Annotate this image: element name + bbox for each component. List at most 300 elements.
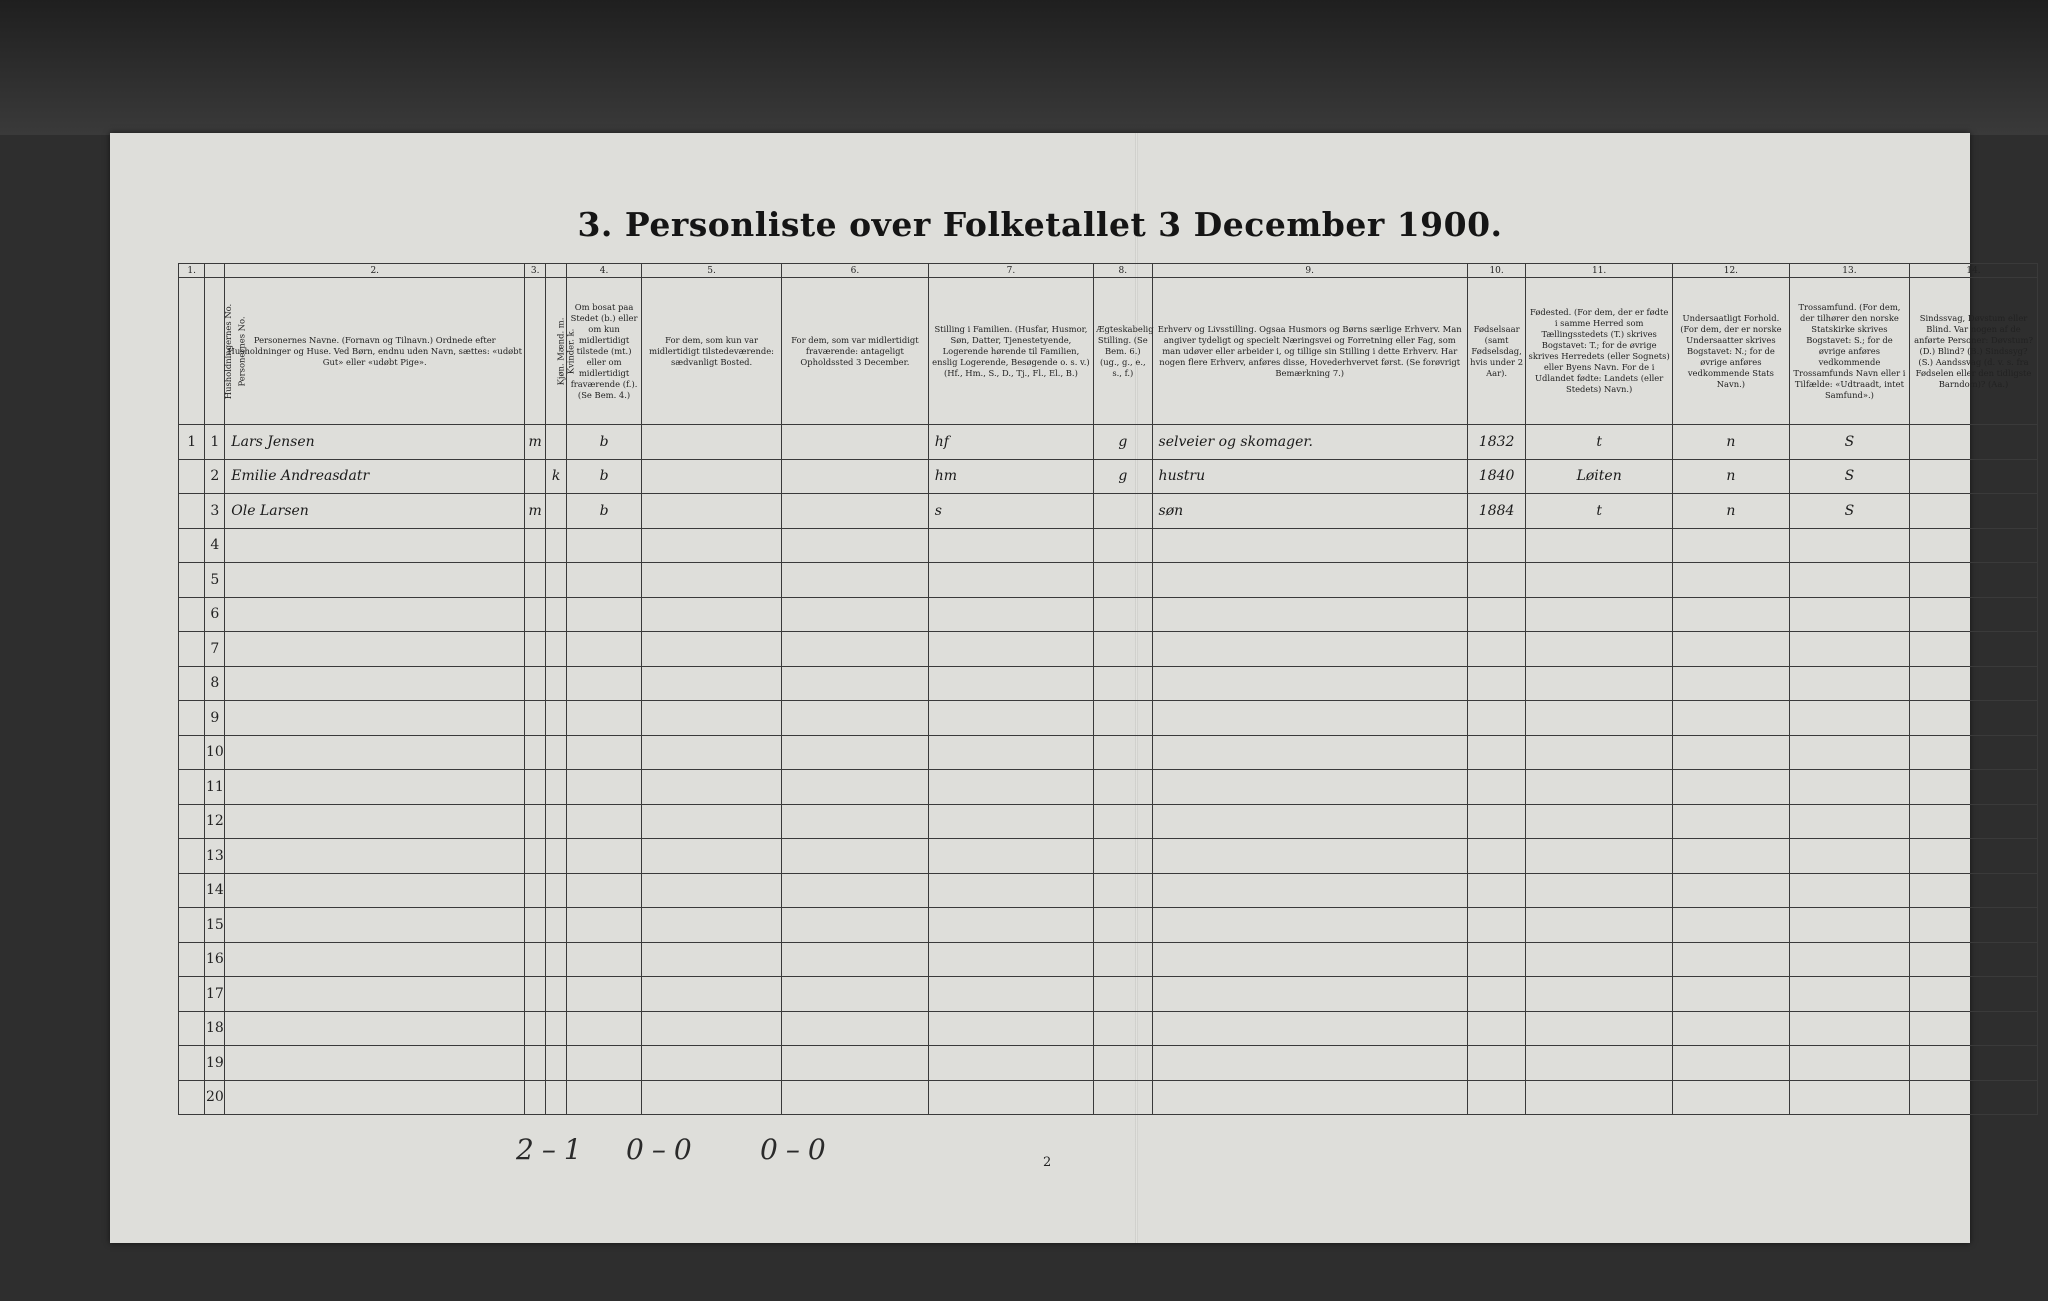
marital-status-cell	[1094, 597, 1152, 632]
sex-female-cell	[546, 632, 567, 667]
household-number-cell	[179, 494, 205, 529]
household-number-cell	[179, 528, 205, 563]
religion-cell: S	[1789, 494, 1909, 529]
nationality-cell	[1672, 977, 1789, 1012]
birthplace-cell	[1526, 632, 1673, 667]
table-row	[179, 839, 2038, 874]
disability-cell	[1910, 701, 2038, 736]
person-number-cell: 1	[205, 425, 225, 460]
usual-residence-cell	[642, 839, 782, 874]
table-row	[179, 873, 2038, 908]
scan-background	[0, 0, 2048, 135]
person-name-cell	[225, 873, 525, 908]
birth-year-cell	[1467, 1011, 1525, 1046]
sex-male-cell	[525, 666, 546, 701]
disability-cell	[1910, 494, 2038, 529]
residence-status-cell	[567, 770, 642, 805]
residence-status-cell	[567, 804, 642, 839]
marital-status-cell	[1094, 735, 1152, 770]
marital-status-cell	[1094, 1080, 1152, 1115]
disability-cell	[1910, 425, 2038, 460]
marital-status-cell	[1094, 563, 1152, 598]
column-header-15: Trossamfund. (For dem, der tilhører den norske Statskirke skrives Bogstavet: S.; for de øvrige anføres vedkommende Trossamfunds Navn eller i Tilfælde: «Udtraadt, intet Samfund».)	[1789, 278, 1909, 425]
household-number-cell	[179, 701, 205, 736]
person-number-cell: 17	[205, 977, 225, 1012]
religion-cell	[1789, 597, 1909, 632]
birth-year-cell	[1467, 666, 1525, 701]
person-number-cell: 2	[205, 459, 225, 494]
temporary-location-cell	[782, 459, 929, 494]
sex-female-cell	[546, 873, 567, 908]
column-header-12: Fødselsaar (samt Fødselsdag, hvis under 2 Aar).	[1467, 278, 1525, 425]
temporary-location-cell	[782, 1046, 929, 1081]
family-position-cell	[928, 908, 1093, 943]
nationality-cell: n	[1672, 459, 1789, 494]
column-number-8: 6.	[782, 264, 929, 278]
birth-year-cell	[1467, 528, 1525, 563]
person-name-cell	[225, 632, 525, 667]
household-number-cell: 1	[179, 425, 205, 460]
person-name-cell	[225, 942, 525, 977]
household-number-cell	[179, 839, 205, 874]
nationality-cell	[1672, 1011, 1789, 1046]
person-name-cell	[225, 1011, 525, 1046]
religion-cell: S	[1789, 425, 1909, 460]
column-number-13: 11.	[1526, 264, 1673, 278]
birth-year-cell	[1467, 770, 1525, 805]
table-row	[179, 494, 2038, 529]
person-name-cell: Ole Larsen	[225, 494, 525, 529]
column-header-9: Stilling i Familien. (Husfar, Husmor, Søn, Datter, Tjenestetyende, Logerende hørende til Familien, enslig Logerende, Besøgende o. s. v.) (Hf., Hm., S., D., Tj., Fl., El., B.)	[928, 278, 1093, 425]
table-row	[179, 563, 2038, 598]
table-row	[179, 632, 2038, 667]
table-row	[179, 735, 2038, 770]
sex-female-cell	[546, 735, 567, 770]
religion-cell	[1789, 701, 1909, 736]
sex-male-cell	[525, 942, 546, 977]
column-number-2	[205, 264, 225, 278]
family-position-cell: hf	[928, 425, 1093, 460]
sex-female-cell	[546, 1080, 567, 1115]
column-header-6: Om bosat paa Stedet (b.) eller om kun midlertidigt tilstede (mt.) eller om midlertidigt fraværende (f.). (Se Bem. 4.)	[567, 278, 642, 425]
usual-residence-cell	[642, 1011, 782, 1046]
disability-cell	[1910, 908, 2038, 943]
marital-status-cell: g	[1094, 459, 1152, 494]
sex-female-cell	[546, 1011, 567, 1046]
birth-year-cell	[1467, 908, 1525, 943]
family-position-cell	[928, 701, 1093, 736]
household-number-cell	[179, 666, 205, 701]
temporary-location-cell	[782, 1080, 929, 1115]
sex-female-cell	[546, 425, 567, 460]
religion-cell	[1789, 873, 1909, 908]
marital-status-cell	[1094, 666, 1152, 701]
occupation-cell	[1152, 804, 1467, 839]
religion-cell	[1789, 1011, 1909, 1046]
disability-cell	[1910, 804, 2038, 839]
residence-status-cell	[567, 908, 642, 943]
disability-cell	[1910, 977, 2038, 1012]
occupation-cell: selveier og skomager.	[1152, 425, 1467, 460]
nationality-cell: n	[1672, 425, 1789, 460]
column-number-16: 14.	[1910, 264, 2038, 278]
birth-year-cell	[1467, 873, 1525, 908]
nationality-cell	[1672, 1046, 1789, 1081]
usual-residence-cell	[642, 1080, 782, 1115]
person-number-cell: 6	[205, 597, 225, 632]
birthplace-cell	[1526, 666, 1673, 701]
birth-year-cell	[1467, 632, 1525, 667]
birthplace-cell	[1526, 908, 1673, 943]
household-number-cell	[179, 632, 205, 667]
column-number-4: 3.	[525, 264, 546, 278]
table-row	[179, 528, 2038, 563]
birth-year-cell: 1840	[1467, 459, 1525, 494]
religion-cell	[1789, 977, 1909, 1012]
temporary-location-cell	[782, 632, 929, 667]
sex-female-cell	[546, 563, 567, 598]
temporary-location-cell	[782, 425, 929, 460]
disability-cell	[1910, 632, 2038, 667]
birth-year-cell: 1832	[1467, 425, 1525, 460]
residence-status-cell: b	[567, 425, 642, 460]
usual-residence-cell	[642, 597, 782, 632]
usual-residence-cell	[642, 494, 782, 529]
usual-residence-cell	[642, 528, 782, 563]
person-number-cell: 7	[205, 632, 225, 667]
sex-male-cell	[525, 528, 546, 563]
person-number-cell: 11	[205, 770, 225, 805]
religion-cell	[1789, 908, 1909, 943]
disability-cell	[1910, 1080, 2038, 1115]
nationality-cell	[1672, 701, 1789, 736]
birth-year-cell	[1467, 977, 1525, 1012]
marital-status-cell	[1094, 1046, 1152, 1081]
household-number-cell	[179, 597, 205, 632]
table-row	[179, 804, 2038, 839]
usual-residence-cell	[642, 735, 782, 770]
occupation-cell	[1152, 839, 1467, 874]
temporary-location-cell	[782, 563, 929, 598]
marital-status-cell	[1094, 977, 1152, 1012]
nationality-cell	[1672, 804, 1789, 839]
occupation-cell	[1152, 701, 1467, 736]
column-number-15: 13.	[1789, 264, 1909, 278]
family-position-cell: hm	[928, 459, 1093, 494]
census-table	[178, 263, 2038, 1115]
family-position-cell	[928, 597, 1093, 632]
usual-residence-cell	[642, 425, 782, 460]
residence-status-cell	[567, 632, 642, 667]
household-number-cell	[179, 908, 205, 943]
person-number-cell: 16	[205, 942, 225, 977]
table-row	[179, 770, 2038, 805]
column-number-9: 7.	[928, 264, 1093, 278]
person-number-cell: 8	[205, 666, 225, 701]
household-number-cell	[179, 459, 205, 494]
disability-cell	[1910, 1046, 2038, 1081]
person-number-cell: 15	[205, 908, 225, 943]
sex-male-cell	[525, 1046, 546, 1081]
table-row	[179, 597, 2038, 632]
usual-residence-cell	[642, 942, 782, 977]
column-header-text: Husholdningernes No.	[223, 303, 234, 399]
occupation-cell	[1152, 942, 1467, 977]
religion-cell	[1789, 770, 1909, 805]
person-number-cell: 9	[205, 701, 225, 736]
tally-3: 0–0	[760, 1133, 834, 1166]
religion-cell	[1789, 666, 1909, 701]
nationality-cell	[1672, 597, 1789, 632]
sex-male-cell: m	[525, 425, 546, 460]
family-position-cell	[928, 1046, 1093, 1081]
person-name-cell	[225, 770, 525, 805]
disability-cell	[1910, 528, 2038, 563]
birthplace-cell	[1526, 804, 1673, 839]
temporary-location-cell	[782, 839, 929, 874]
sex-female-cell	[546, 908, 567, 943]
sex-female-cell	[546, 597, 567, 632]
occupation-cell: hustru	[1152, 459, 1467, 494]
disability-cell	[1910, 666, 2038, 701]
household-number-cell	[179, 1011, 205, 1046]
nationality-cell	[1672, 666, 1789, 701]
birthplace-cell	[1526, 701, 1673, 736]
residence-status-cell	[567, 839, 642, 874]
nationality-cell	[1672, 873, 1789, 908]
nationality-cell	[1672, 839, 1789, 874]
nationality-cell	[1672, 735, 1789, 770]
person-name-cell: Emilie Andreasdatr	[225, 459, 525, 494]
residence-status-cell	[567, 977, 642, 1012]
marital-status-cell	[1094, 873, 1152, 908]
occupation-cell	[1152, 528, 1467, 563]
temporary-location-cell	[782, 528, 929, 563]
birthplace-cell	[1526, 1011, 1673, 1046]
sex-male-cell	[525, 459, 546, 494]
residence-status-cell	[567, 597, 642, 632]
disability-cell	[1910, 839, 2038, 874]
religion-cell	[1789, 1080, 1909, 1115]
usual-residence-cell	[642, 804, 782, 839]
temporary-location-cell	[782, 1011, 929, 1046]
column-header-3: Personernes Navne. (Fornavn og Tilnavn.) Ordnede efter Husholdninger og Huse. Ved Børn, endnu uden Navn, sættes: «udøbt Gut» eller «udøbt Pige».	[225, 278, 525, 425]
person-name-cell	[225, 735, 525, 770]
sex-male-cell: m	[525, 494, 546, 529]
birth-year-cell	[1467, 597, 1525, 632]
census-sheet	[110, 133, 2033, 1243]
column-header-8: For dem, som var midlertidigt fraværende: antageligt Opholdssted 3 December.	[782, 278, 929, 425]
person-name-cell	[225, 701, 525, 736]
family-position-cell	[928, 977, 1093, 1012]
household-number-cell	[179, 977, 205, 1012]
birth-year-cell	[1467, 563, 1525, 598]
sex-male-cell	[525, 735, 546, 770]
family-position-cell	[928, 873, 1093, 908]
family-position-cell	[928, 632, 1093, 667]
person-name-cell	[225, 597, 525, 632]
birth-year-cell	[1467, 804, 1525, 839]
column-header-16: Sindssvag, Døvstum eller Blind. Var nogen af de anførte Personer: Døvstum? (D.) Blind? (B.) Sindssyg? (S.) Aandssvag (d. v. s. fra Fødselen eller den tidligste Barndom)? (Aa.)	[1910, 278, 2038, 425]
sex-female-cell	[546, 804, 567, 839]
temporary-location-cell	[782, 770, 929, 805]
sex-male-cell	[525, 1080, 546, 1115]
residence-status-cell	[567, 1046, 642, 1081]
person-number-cell: 19	[205, 1046, 225, 1081]
person-number-cell: 13	[205, 839, 225, 874]
occupation-cell	[1152, 873, 1467, 908]
household-number-cell	[179, 873, 205, 908]
birthplace-cell: t	[1526, 425, 1673, 460]
sex-female-cell	[546, 942, 567, 977]
marital-status-cell	[1094, 770, 1152, 805]
family-position-cell	[928, 1080, 1093, 1115]
tally-2: 0–0	[626, 1133, 700, 1166]
occupation-cell	[1152, 977, 1467, 1012]
person-number-cell: 14	[205, 873, 225, 908]
marital-status-cell	[1094, 908, 1152, 943]
family-position-cell	[928, 804, 1093, 839]
birthplace-cell	[1526, 873, 1673, 908]
occupation-cell	[1152, 1011, 1467, 1046]
column-number-10: 8.	[1094, 264, 1152, 278]
household-number-cell	[179, 770, 205, 805]
nationality-cell	[1672, 942, 1789, 977]
usual-residence-cell	[642, 563, 782, 598]
birth-year-cell	[1467, 1080, 1525, 1115]
birthplace-cell	[1526, 1080, 1673, 1115]
nationality-cell	[1672, 770, 1789, 805]
person-name-cell: Lars Jensen	[225, 425, 525, 460]
temporary-location-cell	[782, 701, 929, 736]
table-row	[179, 942, 2038, 977]
sex-female-cell	[546, 977, 567, 1012]
marital-status-cell	[1094, 632, 1152, 667]
disability-cell	[1910, 563, 2038, 598]
column-header-14: Undersaatligt Forhold. (For dem, der er norske Undersaatter skrives Bogstavet: N.; for de øvrige anføres vedkommende Stats Navn.)	[1672, 278, 1789, 425]
disability-cell	[1910, 770, 2038, 805]
sex-female-cell	[546, 494, 567, 529]
usual-residence-cell	[642, 873, 782, 908]
birthplace-cell: Løiten	[1526, 459, 1673, 494]
religion-cell	[1789, 942, 1909, 977]
marital-status-cell	[1094, 1011, 1152, 1046]
sex-female-cell	[546, 770, 567, 805]
temporary-location-cell	[782, 804, 929, 839]
column-number-row	[179, 264, 2038, 278]
family-position-cell	[928, 1011, 1093, 1046]
nationality-cell	[1672, 528, 1789, 563]
tally-1: 2–1	[516, 1133, 590, 1166]
occupation-cell: søn	[1152, 494, 1467, 529]
person-name-cell	[225, 977, 525, 1012]
column-number-11: 9.	[1152, 264, 1467, 278]
sex-male-cell	[525, 632, 546, 667]
usual-residence-cell	[642, 632, 782, 667]
page-title: 3. Personliste over Folketallet 3 December 1900.	[577, 205, 1503, 244]
page-number: 2	[1043, 1155, 1052, 1170]
sex-female-cell	[546, 666, 567, 701]
usual-residence-cell	[642, 666, 782, 701]
temporary-location-cell	[782, 494, 929, 529]
person-number-cell: 4	[205, 528, 225, 563]
column-header-text: Kjøn. Mænd. m.	[555, 317, 566, 385]
person-name-cell	[225, 804, 525, 839]
occupation-cell	[1152, 563, 1467, 598]
household-number-cell	[179, 804, 205, 839]
birth-year-cell: 1884	[1467, 494, 1525, 529]
birthplace-cell	[1526, 977, 1673, 1012]
sex-female-cell	[546, 528, 567, 563]
person-name-cell	[225, 908, 525, 943]
birthplace-cell	[1526, 839, 1673, 874]
religion-cell	[1789, 839, 1909, 874]
disability-cell	[1910, 735, 2038, 770]
column-header-1	[179, 278, 234, 425]
column-number-12: 10.	[1467, 264, 1525, 278]
birth-year-cell	[1467, 701, 1525, 736]
column-header-10: Ægteskabelig Stilling. (Se Bem. 6.) (ug., g., e., s., f.)	[1094, 278, 1152, 425]
table-row	[179, 977, 2038, 1012]
birthplace-cell	[1526, 528, 1673, 563]
table-row	[179, 701, 2038, 736]
birth-year-cell	[1467, 839, 1525, 874]
table-row	[179, 1046, 2038, 1081]
family-position-cell: s	[928, 494, 1093, 529]
person-name-cell	[225, 528, 525, 563]
column-header-4	[525, 278, 566, 425]
person-number-cell: 3	[205, 494, 225, 529]
person-name-cell	[225, 1046, 525, 1081]
sex-male-cell	[525, 908, 546, 943]
occupation-cell	[1152, 770, 1467, 805]
disability-cell	[1910, 873, 2038, 908]
marital-status-cell	[1094, 839, 1152, 874]
family-position-cell	[928, 666, 1093, 701]
occupation-cell	[1152, 735, 1467, 770]
residence-status-cell	[567, 528, 642, 563]
column-number-3: 2.	[225, 264, 525, 278]
sex-male-cell	[525, 873, 546, 908]
residence-status-cell	[567, 701, 642, 736]
sex-male-cell	[525, 804, 546, 839]
birthplace-cell	[1526, 1046, 1673, 1081]
column-number-6: 4.	[567, 264, 642, 278]
household-number-cell	[179, 942, 205, 977]
occupation-cell	[1152, 908, 1467, 943]
temporary-location-cell	[782, 908, 929, 943]
nationality-cell	[1672, 908, 1789, 943]
marital-status-cell	[1094, 494, 1152, 529]
sex-male-cell	[525, 977, 546, 1012]
family-position-cell	[928, 770, 1093, 805]
usual-residence-cell	[642, 1046, 782, 1081]
occupation-cell	[1152, 666, 1467, 701]
person-number-cell: 18	[205, 1011, 225, 1046]
residence-status-cell	[567, 666, 642, 701]
table-row	[179, 425, 2038, 460]
occupation-cell	[1152, 1046, 1467, 1081]
residence-status-cell	[567, 735, 642, 770]
person-name-cell	[225, 1080, 525, 1115]
person-name-cell	[225, 563, 525, 598]
temporary-location-cell	[782, 666, 929, 701]
nationality-cell	[1672, 632, 1789, 667]
birth-year-cell	[1467, 942, 1525, 977]
usual-residence-cell	[642, 770, 782, 805]
person-number-cell: 20	[205, 1080, 225, 1115]
religion-cell	[1789, 804, 1909, 839]
